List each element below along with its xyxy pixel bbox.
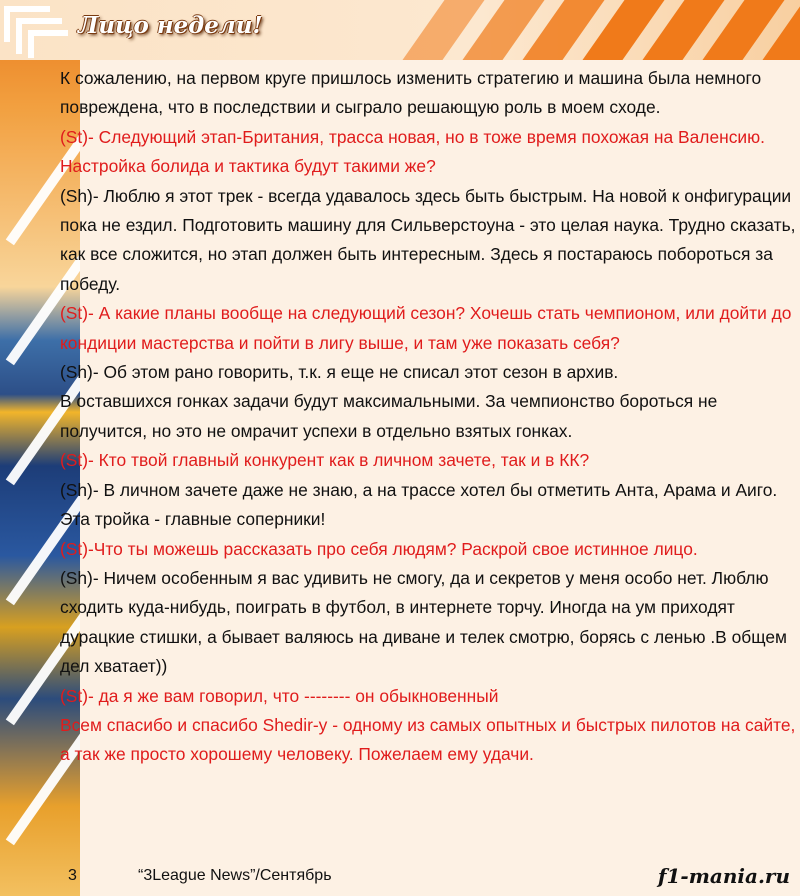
question-paragraph: (St)- Следующий этап-Британия, трасса новая, но в тоже время похожая на Валенсию. Настройка болида и тактика будут такими же? xyxy=(60,126,765,177)
question-paragraph: (St)- А какие планы вообще на следующий сезон? Хочешь стать чемпионом, или дойти до кондиции мастерства и пойти в лигу выше, и там уже показать себя? xyxy=(60,303,792,353)
page-header xyxy=(0,0,800,60)
question-paragraph: (St)- Кто твой главный конкурент как в личном зачете, так и в КК? xyxy=(60,450,590,471)
interview-body xyxy=(60,64,800,770)
answer-paragraph: (Sh)- Люблю я этот трек - всегда удавалось здесь быть быстрым. На новой к онфигурации пока не ездил. Подготовить машину для Сильверстоуна - это целая наука. Трудно сказать, как все сложится, но этап должен быть интересным. Здесь я постараюсь побороться за победу. xyxy=(60,185,796,294)
answer-paragraph: К сожалению, на первом круге пришлось изменить стратегию и машина была немного повреждена, что в последствии и сыграло решающую роль в моем сходе. xyxy=(60,68,762,118)
answer-paragraph: В оставшихся гонках задачи будут максимальными. За чемпионство бороться не получится, но это не омрачит успехи в отдельно взятых гонках. xyxy=(60,391,718,441)
question-paragraph: Всем спасибо и спасибо Shedir-у - одному из самых опытных и быстрых пилотов на сайте, а так же просто хорошему человеку. Пожелаем ему удачи. xyxy=(60,714,796,765)
question-paragraph: (St)-Что ты можешь рассказать про себя людям? Раскрой свое истинное лицо. xyxy=(60,538,698,559)
page-title: Лицо недели! xyxy=(78,12,263,39)
question-paragraph: (St)- да я же вам говорил, что -------- он обыкновенный xyxy=(60,685,499,706)
bracket-logo-icon xyxy=(4,6,68,56)
issue-label: “3League News”/Сентябрь xyxy=(138,867,332,884)
page-number: 3 xyxy=(68,867,77,884)
page-footer xyxy=(0,860,800,896)
answer-paragraph: (Sh)- Ничем особенным я вас удивить не смогу, да и секретов у меня особо нет. Люблю сходить куда-нибудь, поиграть в футбол, в интернете торчу. Иногда на ум приходят дурацкие стишки, а бывает валяюсь на диване и телек смотрю, борясь с ленью .В общем дел хватает)) xyxy=(60,567,787,677)
answer-paragraph: (Sh)- В личном зачете даже не знаю, а на трассе хотел бы отметить Анта, Арама и Аиго. Эта тройка - главные соперники! xyxy=(60,479,778,530)
answer-paragraph: (Sh)- Об этом рано говорить, т.к. я еще не списал этот сезон в архив. xyxy=(60,362,619,383)
site-name: f1-mania.ru xyxy=(657,864,790,888)
